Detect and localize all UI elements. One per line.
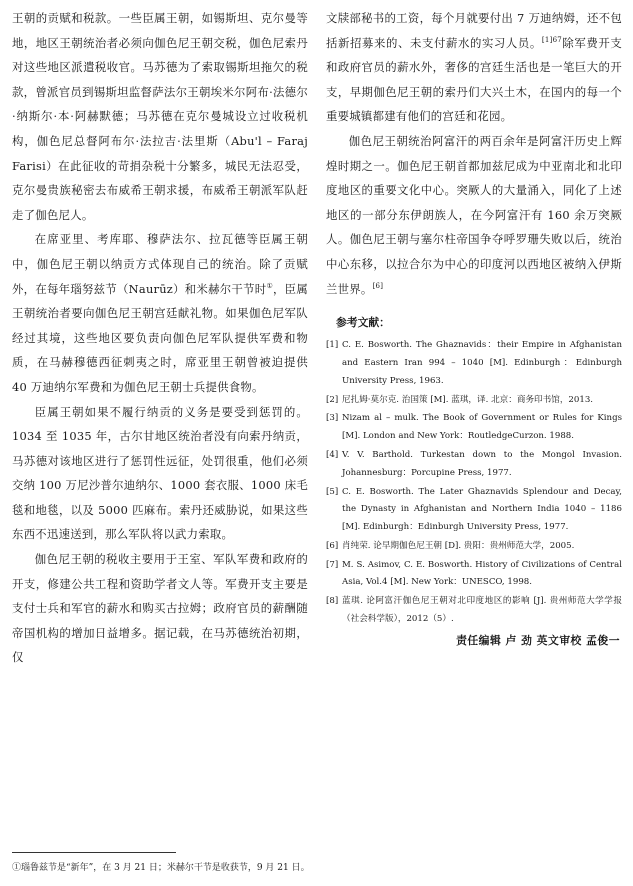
reference-text: 肖纯荣. 论早期伽色尼王朝 [D]. 贵阳：贵州师范大学，2005.: [342, 540, 575, 551]
reference-text: 尼扎姆·莫尔克. 治国策 [M]. 蓝琪，译. 北京：商务印书馆，2013.: [342, 394, 594, 405]
paragraph-conclusion: [326, 129, 622, 301]
footnote-mark[interactable]: ①: [266, 281, 273, 290]
reference-item: [326, 392, 622, 410]
reference-number: [8]: [326, 596, 339, 607]
citation-mark[interactable]: [1]67: [541, 35, 562, 44]
reference-text: C. E. Bosworth. The Ghaznavids：their Empire in Afghanistan and Eastern Iran 994 – 1040 [M]. Edinburgh：Edinburgh University Press, 1963.: [342, 340, 622, 386]
citation-mark[interactable]: [6]: [372, 281, 384, 290]
footnote: ①瑙鲁兹节是“新年”，在 3 月 21 日；米赫尔干节是收获节，9 月 21 日。: [12, 863, 310, 873]
paragraph-text: ，臣属王朝统治者要向伽色尼王朝宫廷献礼物。如果伽色尼军队经过其境，这些地区要负责向伽色尼军队提供军费和物质，在马赫穆德西征刺夷之时，席亚里王朝曾被迫提供 40 万迪纳尔军费和为伽色尼王朝士兵提供食物。: [12, 281, 308, 394]
paragraph-secretary-salaries: [326, 6, 622, 129]
reference-number: [3]: [326, 413, 339, 424]
reference-item: [326, 557, 622, 593]
paragraph-text: 在席亚里、考库耶、穆萨法尔、拉瓦德等臣属王朝中，伽色尼王朝以纳贡方式体现自己的统治。除了贡赋外，在每年瑙努兹节（Naurūz）和米赫尔干节时: [12, 232, 308, 296]
reference-item: [326, 484, 622, 537]
paragraph-tribute: [12, 227, 308, 399]
reference-text: Nizam al – mulk. The Book of Government or Rules for Kings [M]. London and New York：RoutledgeCurzon. 1988.: [342, 413, 622, 442]
reference-number: [6]: [326, 540, 339, 551]
paragraph-text: 除军费开支和政府官员的薪水外，奢侈的宫廷生活也是一笔巨大的开支，早期伽色尼王朝的索丹们大兴土木，在国内的每一个重要城镇都建有他们的宫廷和花园。: [326, 35, 622, 124]
reference-text: M. S. Asimov, C. E. Bosworth. History of Civilizations of Central Asia, Vol.4 [M]. New York：UNESCO, 1998.: [342, 559, 622, 588]
reference-item: [326, 410, 622, 446]
reference-item: [326, 593, 622, 629]
reference-item: [326, 447, 622, 483]
paragraph-tax-payments: 王朝的贡赋和税款。一些臣属王朝，如锡斯坦、克尔曼等地，地区王朝统治者必须向伽色尼王朝交税，伽色尼索丹对这些地区派遣税收官。马苏德为了索取锡斯坦拖欠的税款，曾派官员到锡斯坦监督萨法尔王朝埃米尔阿布·法德尔·纳斯尔·本·阿赫默德；马苏德在克尔曼城设立过收税机构，伽色尼总督阿布尔·法拉吉·法里斯（Abu'l – Faraj Farisi）在此征收的苛捐杂税十分繁多，城民无法忍受，克尔曼贵族秘密去布威希王朝求援，布威希王朝派军队赶走了伽色尼人。: [12, 11, 308, 222]
footnote-divider: [12, 852, 176, 853]
references-section: [326, 315, 622, 629]
reference-number: [4]: [326, 449, 339, 460]
references-heading: 参考文献：: [336, 316, 390, 330]
paragraph-tax-usage: 伽色尼王朝的税收主要用于王室、军队军费和政府的开支，修建公共工程和资助学者文人等。军费开支主要是支付士兵和军官的薪水和购买古拉姆；政府官员的薪酬随帝国机构的增加日益增多。据记载，在马苏德统治初期，仅: [12, 552, 308, 665]
reference-number: [1]: [326, 340, 339, 351]
reference-text: V. V. Barthold. Turkestan down to the Mongol Invasion. Johannesburg：Porcupine Press, 1977.: [342, 449, 622, 478]
reference-item: [326, 538, 622, 556]
reference-item: [326, 337, 622, 390]
right-column: [326, 6, 622, 648]
reference-number: [7]: [326, 559, 339, 570]
paragraph-text: 文牍部秘书的工资，每个月就要付出 7 万迪纳姆，还不包括新招募来的、未支付薪水的实习人员。: [326, 11, 622, 50]
left-column: [12, 6, 308, 670]
paragraph-text: 伽色尼王朝统治阿富汗的两百余年是阿富汗历史上辉煌时期之一。伽色尼王朝首都加兹尼成为中亚南北和北印度地区的重要文化中心。突厥人的大量涌入，同化了上述地区的一部分东伊朗族人，在今阿富汗有 160 余万突厥人。伽色尼王朝与塞尔柱帝国争夺呼罗珊失败以后，统治中心东移，以拉合尔为中心的印度河以西地区被纳入伊斯兰世界。: [326, 133, 622, 296]
paragraph-punishment: 臣属王朝如果不履行纳贡的义务是要受到惩罚的。1034 至 1035 年，古尔甘地区统治者没有向索丹纳贡，马苏德对该地区进行了惩罚性远征，处罚很重，他们必须交纳 100 万尼沙普尔迪纳尔、1000 套衣服、1000 床毛毯和地毯，以及 5000 匹麻布。索丹还威胁说，如果这些东西不迅速送到，那么军队将以武力索取。: [12, 404, 308, 542]
editor-credits: 责任编辑 卢 劲 英文审校 孟俊一: [456, 633, 620, 647]
reference-text: C. E. Bosworth. The Later Ghaznavids Splendour and Decay, the Dynasty in Afghanistan and Northern India 1040 – 1186 [M]. Edinburgh：Edinburgh University Press, 1977.: [342, 486, 622, 533]
reference-number: [5]: [326, 486, 339, 497]
reference-text: 蓝琪. 论阿富汗伽色尼王朝对北印度地区的影响 [J]. 贵州师范大学学报（社会科学版），2012（5）.: [342, 596, 622, 625]
reference-number: [2]: [326, 394, 339, 405]
